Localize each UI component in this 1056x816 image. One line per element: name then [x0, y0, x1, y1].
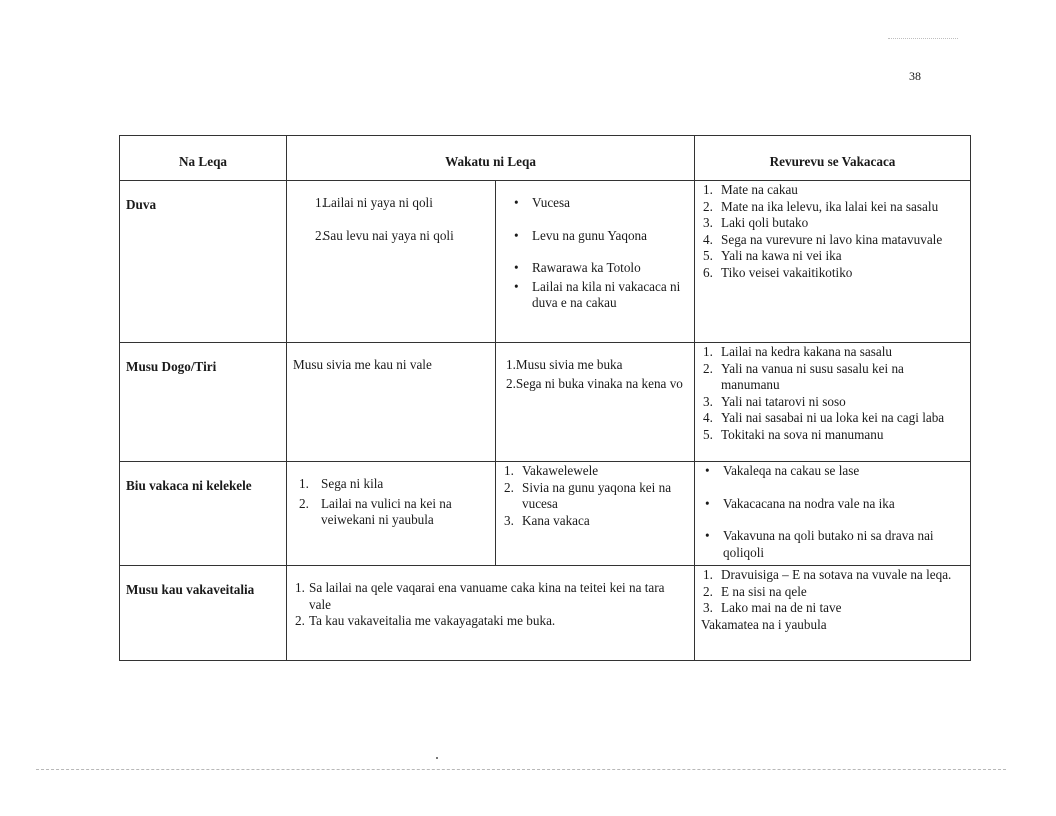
row-effects-list — [695, 343, 971, 462]
list-item: 1. Vakawelewele — [504, 463, 599, 478]
table-row — [120, 181, 971, 343]
row-effects-list — [695, 462, 971, 566]
row-effects-list — [695, 181, 971, 343]
list-item: 1. Lailai ni yaya ni qoli — [315, 195, 433, 210]
list-item: 2.Sega ni buka vinaka na kena vo — [506, 375, 683, 391]
row-cause-list-a — [287, 181, 496, 343]
list-item: 1. Dravuisiga – E na sotava na vuvale na leqa. — [703, 567, 952, 582]
list-item: 1. Mate na cakau — [703, 182, 798, 197]
list-item: 3. Lako mai na de ni tave — [703, 600, 842, 615]
table-row — [120, 566, 971, 661]
list-item: 4. Yali nai sasabai ni ua loka kei na cagi laba — [703, 410, 945, 425]
list-item: • Vucesa — [514, 195, 571, 210]
list-item: 2. Ta kau vakaveitalia me vakayagataki me buka. — [295, 613, 556, 628]
row-effects-list — [695, 566, 971, 661]
list-item: 2. Lailai na vulici na kei na veiwekani ni yaubula — [299, 495, 452, 527]
row-category: Musu kau vakaveitalia — [120, 566, 287, 661]
list-item: 1. Sa lailai na qele vaqarai ena vanuame caka kina na teitei kei na tara vale — [295, 580, 665, 612]
list-item: 6. Tiko veisei vakaitikotiko — [703, 264, 853, 280]
row-cause-list-b — [496, 343, 695, 462]
list-item: • Lailai na kila ni vakacaca ni duva e na cakau — [514, 278, 681, 310]
table-row — [120, 343, 971, 462]
scan-edge-marks — [888, 38, 958, 39]
row-category: Biu vakaca ni kelekele — [120, 462, 287, 566]
row-category: Musu Dogo/Tiri — [120, 343, 287, 462]
list-item: 2. Sivia na gunu yaqona kei na vucesa — [504, 479, 672, 511]
list-item: 2. Yali na vanua ni susu sasalu kei na manumanu — [703, 360, 904, 392]
scan-bottom-marks — [36, 769, 1006, 770]
scan-speck — [436, 757, 438, 759]
row-category: Duva — [120, 181, 287, 343]
effects-extra-line: Vakamatea na i yaubula — [701, 616, 827, 632]
list-item: 3. Yali nai tatarovi ni soso — [703, 393, 846, 409]
list-item: • Vakavuna na qoli butako ni sa drava nai qoliqoli — [705, 528, 934, 560]
header-revurevu: Revurevu se Vakacaca — [695, 136, 971, 181]
header-wakatu-ni-leqa: Wakatu ni Leqa — [287, 136, 695, 181]
row-cause-list-merged — [287, 566, 695, 661]
list-item: 2. Mate na ika lelevu, ika lalai kei na sasalu — [703, 198, 939, 214]
list-item: • Vakacacana na nodra vale na ika — [705, 495, 895, 511]
list-item: 4. Sega na vurevure ni lavo kina matavuvale — [703, 231, 943, 247]
list-item: 5. Yali na kawa ni vei ika — [703, 248, 842, 263]
list-item: 5. Tokitaki na sova ni manumanu — [703, 426, 884, 442]
header-na-leqa: Na Leqa — [120, 136, 287, 181]
row-cause-list-a — [287, 462, 496, 566]
row-cause-text-a: Musu sivia me kau ni vale — [287, 343, 496, 462]
list-item: • Rawarawa ka Totolo — [514, 260, 641, 275]
list-item: 1. Sega ni kila — [299, 476, 384, 491]
list-item: 2. Sau levu nai yaya ni qoli — [315, 227, 454, 243]
list-item: 1. Lailai na kedra kakana na sasalu — [703, 344, 893, 359]
list-item: • Vakaleqa na cakau se lase — [705, 463, 860, 478]
list-item: 3. Laki qoli butako — [703, 215, 809, 230]
list-item: 3. Kana vakaca — [504, 512, 590, 528]
row-cause-list-b — [496, 181, 695, 343]
table-header-row — [120, 136, 971, 181]
list-item: 2. E na sisi na qele — [703, 583, 807, 599]
list-item: 1.Musu sivia me buka — [506, 357, 623, 372]
impacts-table — [119, 135, 971, 661]
row-cause-list-b — [496, 462, 695, 566]
page-number: 38 — [909, 69, 921, 83]
table-row — [120, 462, 971, 566]
list-item: • Levu na gunu Yaqona — [514, 227, 648, 243]
